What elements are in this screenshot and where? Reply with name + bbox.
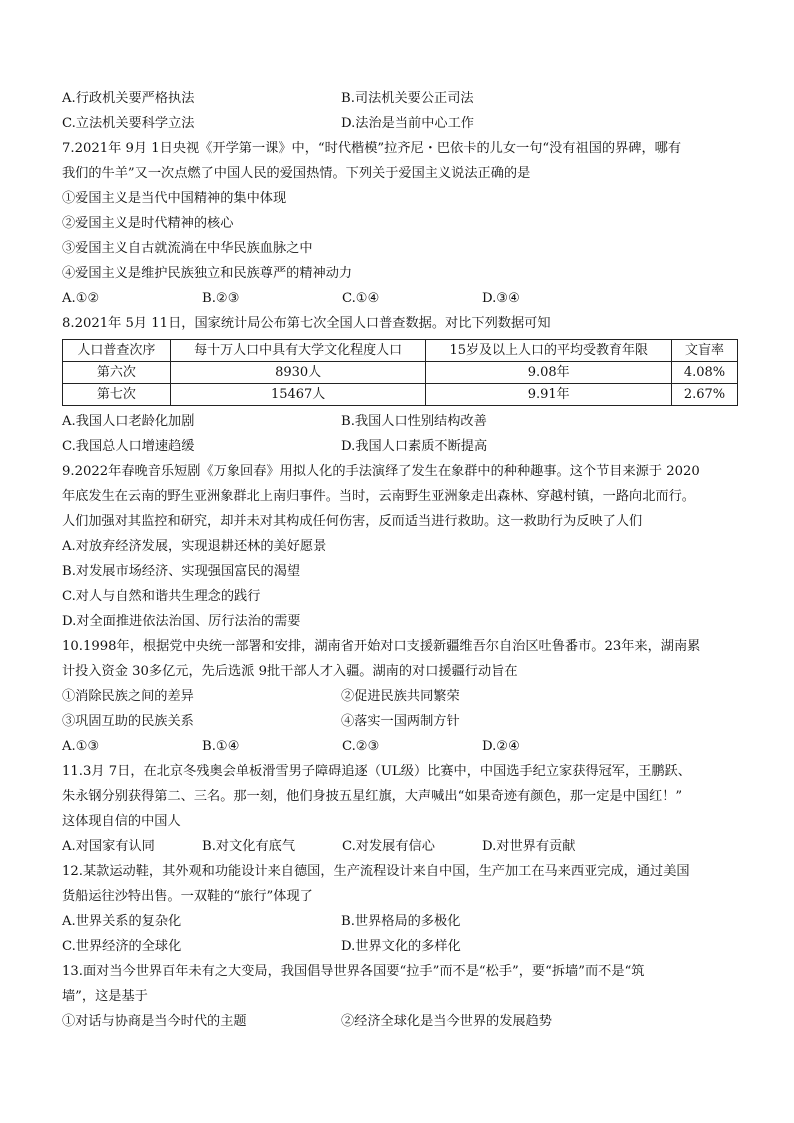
- q6-option-a: A.行政机关要严格执法: [62, 91, 195, 106]
- q9-stem-line2: 年底发生在云南的野生亚洲象群北上南归事件。当时，云南野生亚洲象走出森林、穿越村镇，一路向北而行。: [62, 489, 695, 504]
- q11-options: [62, 834, 738, 859]
- q8-options-row1: [62, 409, 738, 434]
- q12-options-row2: [62, 934, 738, 959]
- census-cell: 9.91年: [426, 384, 672, 406]
- q10-option-c: C.②③: [342, 739, 380, 754]
- census-cell: 4.08%: [672, 362, 738, 384]
- q13-stem-line2: 墙”，这是基于: [62, 989, 148, 1004]
- q8-option-a: A.我国人口老龄化加剧: [62, 414, 195, 429]
- q8-stem: 8.2021年 5月 11日，国家统计局公布第七次全国人口普查数据。对比下列数据可知: [62, 316, 551, 331]
- q7-option-d: D.③④: [482, 291, 520, 306]
- q7-statement-4: ④爱国主义是维护民族独立和民族尊严的精神动力: [62, 266, 353, 281]
- q12-options-row1: [62, 909, 738, 934]
- census-header-university: 每十万人口中具有大学文化程度人口: [170, 340, 426, 362]
- q7-option-c: C.①④: [342, 291, 380, 306]
- q10-statement-2: ②促进民族共同繁荣: [341, 689, 460, 704]
- q8-option-c: C.我国总人口增速趋缓: [62, 439, 195, 454]
- q9-option-a: A.对放弃经济发展，实现退耕还林的美好愿景: [62, 539, 327, 554]
- q12-stem-line1: 12.某款运动鞋，其外观和功能设计来自德国，生产流程设计来自中国，生产加工在马来西亚完成，通过美国: [62, 864, 690, 879]
- q9-option-c: C.对人与自然和谐共生理念的践行: [62, 589, 261, 604]
- q6-option-d: D.法治是当前中心工作: [341, 116, 474, 131]
- census-cell: 2.67%: [672, 384, 738, 406]
- table-row: [63, 362, 738, 384]
- census-cell: 9.08年: [426, 362, 672, 384]
- q10-statement-4: ④落实一国两制方针: [341, 714, 460, 729]
- q12-stem-line2: 货船运往沙特出售。一双鞋的“旅行”体现了: [62, 889, 313, 904]
- q11-option-d: D.对世界有贡献: [482, 839, 576, 854]
- q9-stem-line3: 人们加强对其监控和研究，却并未对其构成任何伤害，反而适当进行救助。这一救助行为反映了人们: [62, 514, 643, 529]
- q9-option-b: B.对发展市场经济、实现强国富民的渴望: [62, 564, 301, 579]
- q10-options: [62, 734, 738, 759]
- census-header-education-years: 15岁及以上人口的平均受教育年限: [426, 340, 672, 362]
- q12-option-a: A.世界关系的复杂化: [62, 914, 182, 929]
- q11-stem-line2: 朱永钢分别获得第二、三名。那一刻，他们身披五星红旗，大声喊出“如果奇迹有颜色，那一定是中国红！”: [62, 789, 683, 804]
- census-table-header: [63, 340, 738, 362]
- q7-stem-line2: 我们的牛羊”又一次点燃了中国人民的爱国热情。下列关于爱国主义说法正确的是: [62, 166, 531, 181]
- q8-option-d: D.我国人口素质不断提高: [341, 439, 488, 454]
- q9-option-d: D.对全面推进依法治国、厉行法治的需要: [62, 614, 301, 629]
- table-row: [63, 384, 738, 406]
- q7-statement-3: ③爱国主义自古就流淌在中华民族血脉之中: [62, 241, 313, 256]
- q6-options-row1: [62, 86, 738, 111]
- q11-stem-line1: 11.3月 7日，在北京冬残奥会单板滑雪男子障碍追逐（UL级）比赛中，中国选手纪立家获得冠军，王鹏跃、: [62, 764, 691, 779]
- census-cell: 15467人: [170, 384, 426, 406]
- q10-option-d: D.②④: [482, 739, 520, 754]
- q13-stem-line1: 13.面对当今世界百年未有之大变局，我国倡导世界各国要“拉手”而不是“松手”，要“拆墙”而不是“筑: [62, 964, 645, 979]
- q12-option-d: D.世界文化的多样化: [341, 939, 461, 954]
- q10-statements-row1: [62, 684, 738, 709]
- q8-options-row2: [62, 434, 738, 459]
- q10-statement-3: ③巩固互助的民族关系: [62, 714, 194, 729]
- q11-option-b: B.对文化有底气: [202, 839, 296, 854]
- census-cell: 8930人: [170, 362, 426, 384]
- q7-statement-1: ①爱国主义是当代中国精神的集中体现: [62, 191, 287, 206]
- census-header-illiteracy: 文盲率: [672, 340, 738, 362]
- census-header-round: 人口普查次序: [63, 340, 171, 362]
- q6-options-row2: [62, 111, 738, 136]
- q10-option-b: B.①④: [202, 739, 240, 754]
- q11-option-a: A.对国家有认同: [62, 839, 155, 854]
- q13-statement-1: ①对话与协商是当今时代的主题: [62, 1014, 247, 1029]
- q10-stem-line2: 计投入资金 30多亿元，先后选派 9批干部人才入疆。湖南的对口援疆行动旨在: [62, 664, 518, 679]
- q11-stem-line3: 这体现自信的中国人: [62, 814, 181, 829]
- q7-option-b: B.②③: [202, 291, 240, 306]
- q10-statement-1: ①消除民族之间的差异: [62, 689, 194, 704]
- q13-statements-row1: [62, 1009, 738, 1034]
- q10-statements-row2: [62, 709, 738, 734]
- q11-option-c: C.对发展有信心: [342, 839, 435, 854]
- q6-option-b: B.司法机关要公正司法: [341, 91, 474, 106]
- q13-statement-2: ②经济全球化是当今世界的发展趋势: [341, 1014, 552, 1029]
- q12-option-c: C.世界经济的全球化: [62, 939, 182, 954]
- census-cell: 第六次: [63, 362, 171, 384]
- census-cell: 第七次: [63, 384, 171, 406]
- q7-statement-2: ②爱国主义是时代精神的核心: [62, 216, 234, 231]
- census-table: [62, 339, 738, 406]
- q7-stem-line1: 7.2021年 9月 1日央视《开学第一课》中，“时代楷模”拉齐尼・巴依卡的儿女一句“没有祖国的界碑，哪有: [62, 141, 682, 156]
- q7-option-a: A.①②: [62, 291, 100, 306]
- q10-option-a: A.①③: [62, 739, 100, 754]
- q6-option-c: C.立法机关要科学立法: [62, 116, 195, 131]
- q12-option-b: B.世界格局的多极化: [341, 914, 461, 929]
- exam-page: [62, 86, 738, 1034]
- q10-stem-line1: 10.1998年，根据党中央统一部署和安排，湖南省开始对口支援新疆维吾尔自治区吐鲁番市。23年来，湖南累: [62, 639, 701, 654]
- q9-stem-line1: 9.2022年春晚音乐短剧《万象回春》用拟人化的手法演绎了发生在象群中的种种趣事。这个节目来源于 2020: [62, 464, 700, 479]
- q8-option-b: B.我国人口性别结构改善: [341, 414, 487, 429]
- q7-options: [62, 286, 738, 311]
